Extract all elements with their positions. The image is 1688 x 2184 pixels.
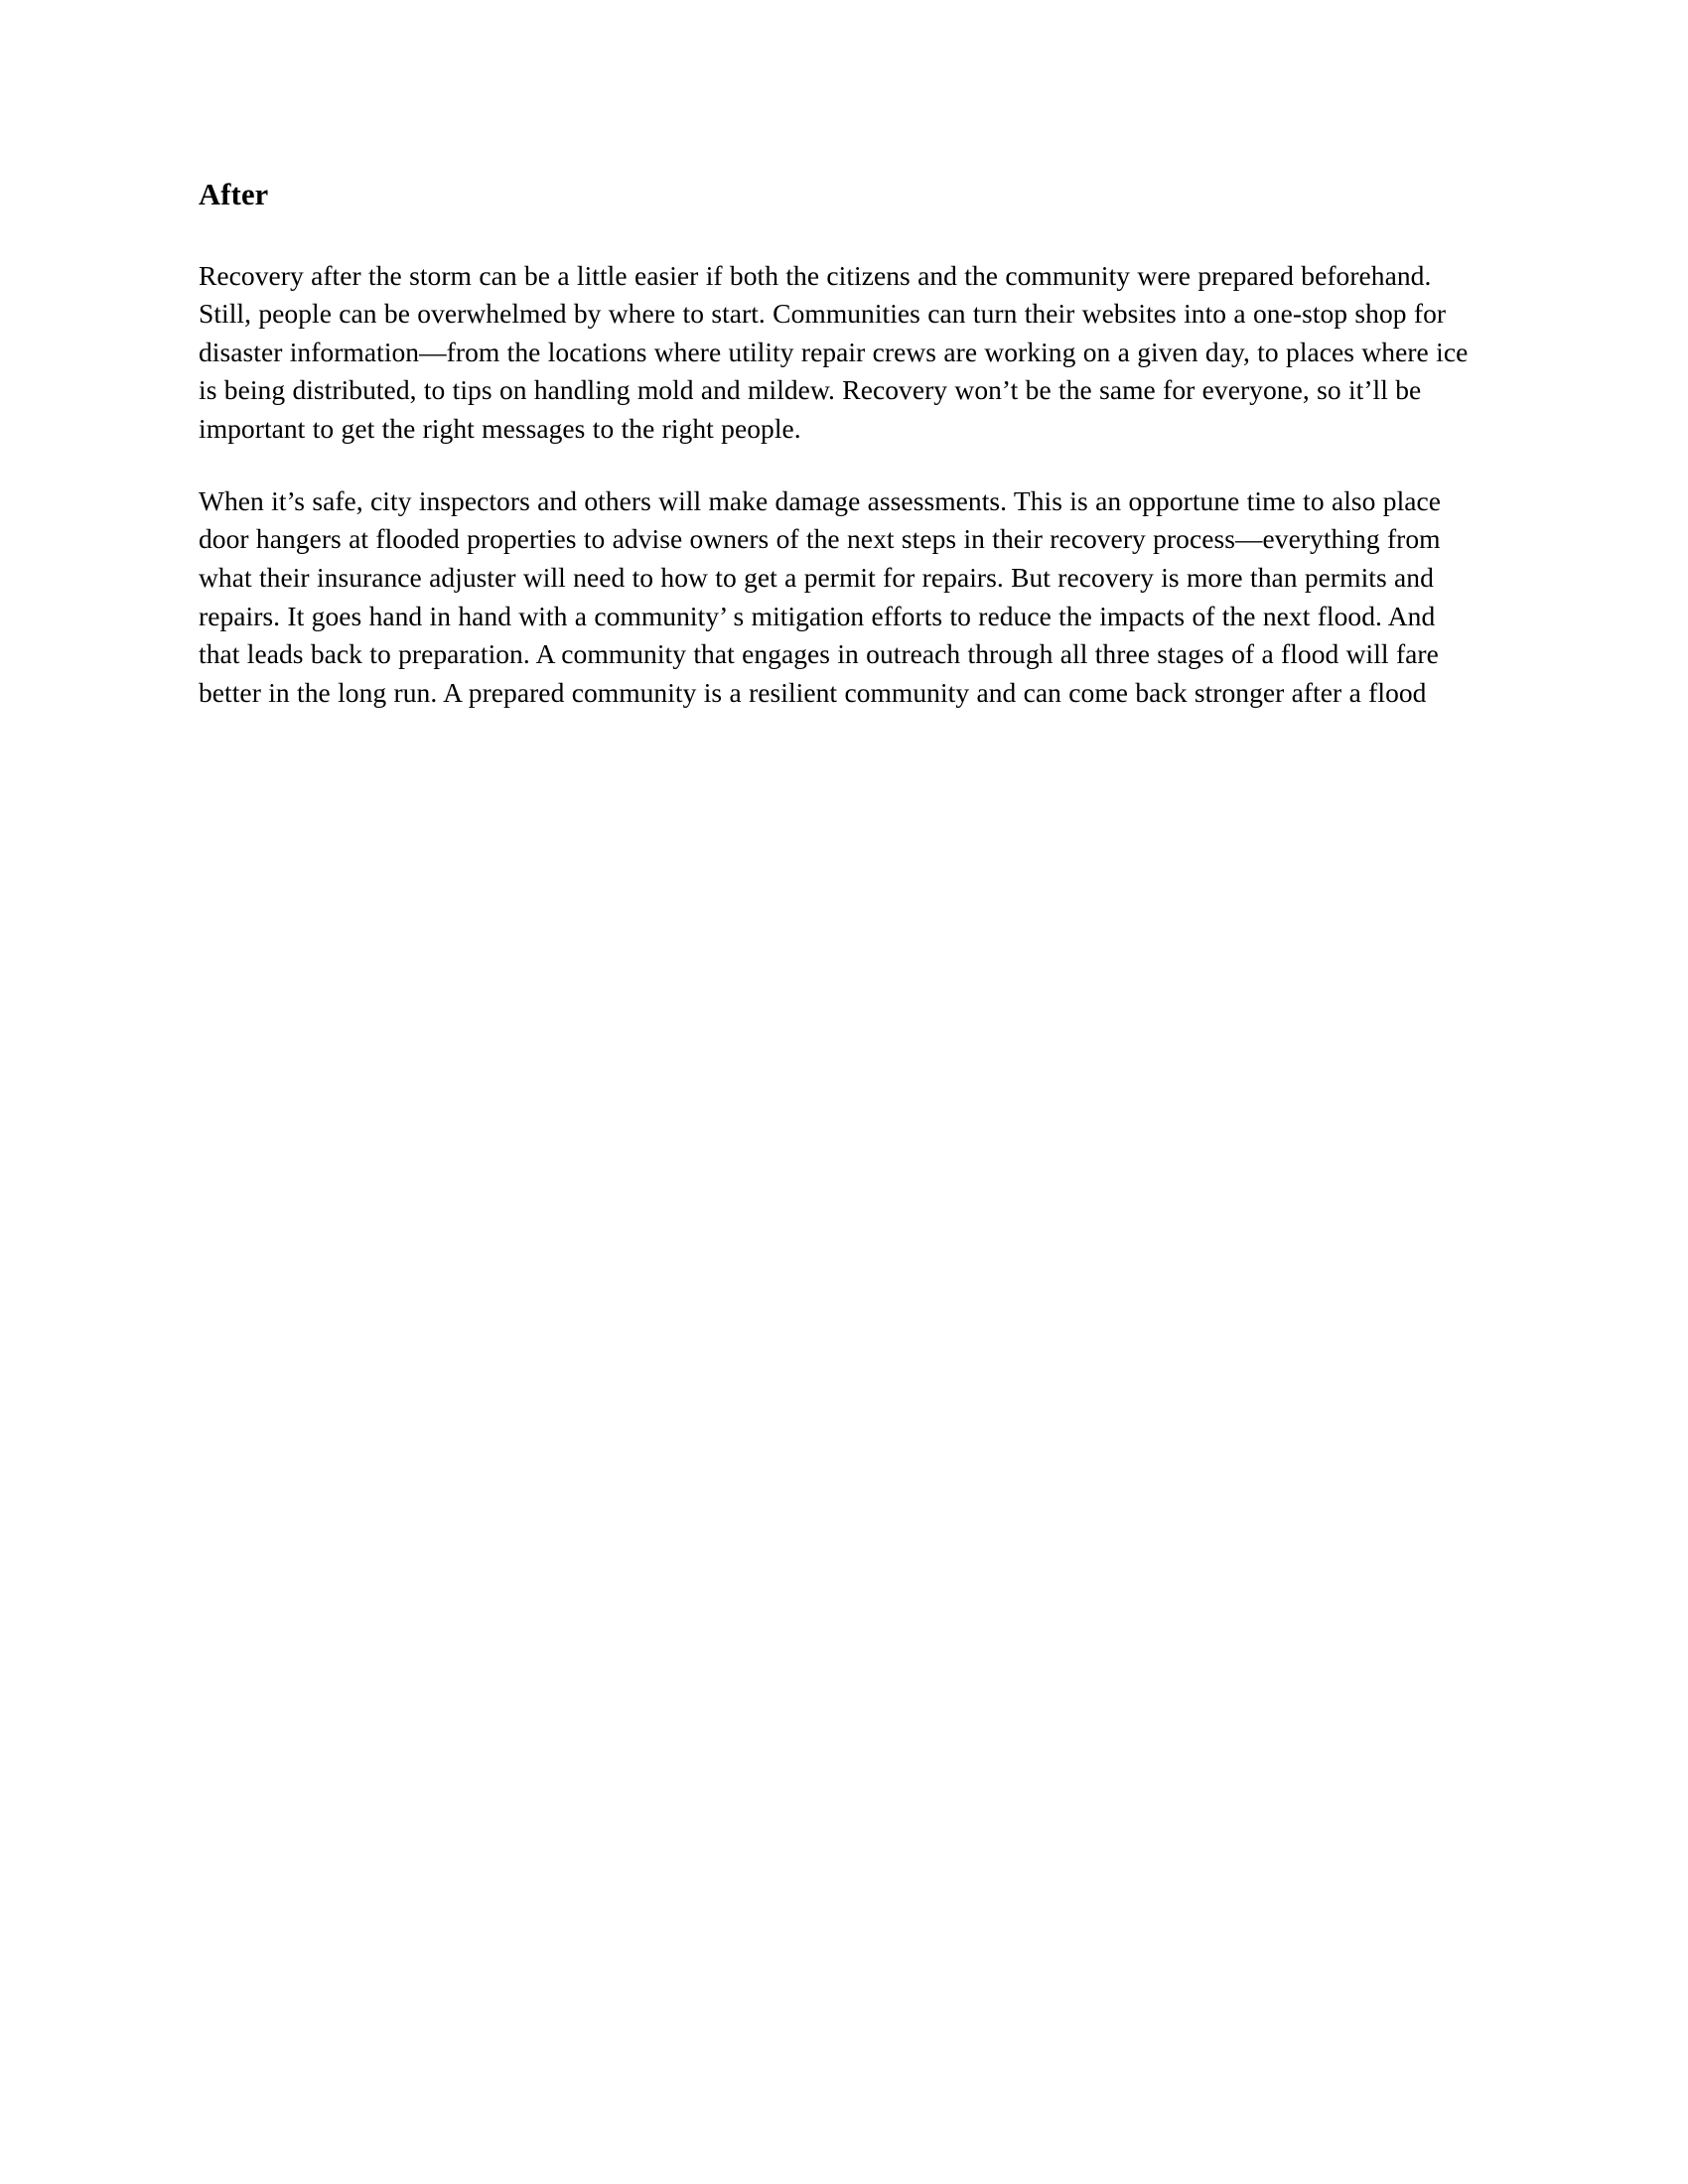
document-body (199, 177, 1475, 712)
page-title: After (199, 178, 269, 211)
paragraph-damage-assessments: When it’s safe, city inspectors and others will make damage assessments. This is an opportune time to also place door hangers at flooded properties to advise owners of the next steps in their recovery process—everything from what their insurance adjuster will need to how to get a permit for repairs. But recovery is more than permits and repairs. It goes hand in hand with a community’ s mitigation efforts to reduce the impacts of the next flood. And that leads back to preparation. A community that engages in outreach through all three stages of a flood will fare better in the long run. A prepared community is a resilient community and can come back stronger after a flood (199, 484, 1442, 708)
paragraph-recovery-after-storm: Recovery after the storm can be a little easier if both the citizens and the community were prepared beforehand. Still, people can be overwhelmed by where to start. Communities can turn their websites into a one-stop shop for disaster information—from the locations where utility repair crews are working on a given day, to places where ice is being distributed, to tips on handling mold and mildew. Recovery won’t be the same for everyone, so it’ll be important to get the right messages to the right people. (199, 259, 1469, 445)
